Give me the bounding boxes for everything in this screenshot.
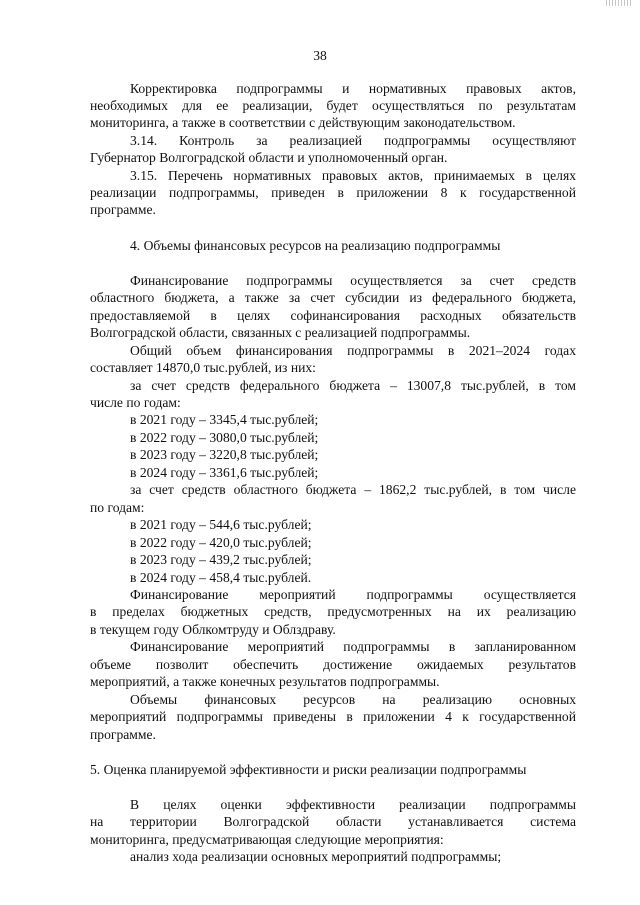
paragraph-line: числе по годам:	[90, 395, 181, 410]
paragraph-line: Финансирование мероприятий подпрограммы осуществляется	[130, 587, 576, 602]
paragraph-line: на территории Волгоградской области устанавливается система	[90, 814, 576, 829]
paragraph-line: программе.	[90, 202, 156, 217]
paragraph-line: мониторинга, а также в соответствии с действующим законодательством.	[90, 115, 516, 130]
list-item: в 2022 году – 420,0 тыс.рублей;	[130, 535, 312, 550]
list-item: в 2024 году – 458,4 тыс.рублей.	[130, 570, 312, 585]
paragraph-line: мероприятий, а также конечных результатов подпрограммы.	[90, 674, 440, 689]
paragraph-line: анализ хода реализации основных мероприятий подпрограммы;	[130, 849, 502, 864]
list-item: в 2024 году – 3361,6 тыс.рублей;	[130, 465, 319, 480]
list-item: в 2023 году – 3220,8 тыс.рублей;	[130, 447, 319, 462]
paragraph-line: необходимых для ее реализации, будет осуществляться по результатам	[90, 98, 576, 113]
paragraph-line: объеме позволит обеспечить достижение ожидаемых результатов	[90, 657, 576, 672]
paragraph-line: Объемы финансовых ресурсов на реализацию основных	[130, 692, 576, 707]
paragraph-line: областного бюджета, а также за счет субсидии из федерального бюджета,	[90, 290, 576, 305]
paragraph-line: за счет средств областного бюджета – 1862,2 тыс.рублей, в том числе	[130, 482, 576, 497]
paragraph-line: реализации подпрограммы, приведен в приложении 8 к государственной	[90, 185, 576, 200]
list-item: в 2023 году – 439,2 тыс.рублей;	[130, 552, 312, 567]
paragraph-line: Волгоградской области, связанных с реализацией подпрограммы.	[90, 325, 471, 340]
paragraph-line: Общий объем финансирования подпрограммы в 2021–2024 годах	[130, 343, 576, 358]
paragraph-line: 3.14. Контроль за реализацией подпрограммы осуществляют	[130, 133, 576, 148]
page-number: 38	[313, 48, 327, 63]
paragraph-line: 3.15. Перечень нормативных правовых актов, принимаемых в целях	[130, 168, 576, 183]
paragraph-line: Финансирование мероприятий подпрограммы в запланированном	[130, 639, 576, 654]
paragraph-line: составляет 14870,0 тыс.рублей, из них:	[90, 360, 316, 375]
paragraph-line: по годам:	[90, 500, 145, 515]
section-heading: 5. Оценка планируемой эффективности и риски реализации подпрограммы	[90, 762, 527, 777]
paragraph-line: Финансирование подпрограммы осуществляется за счет средств	[130, 273, 576, 288]
paragraph-line: предоставляемой в целях софинансирования расходных обязательств	[90, 308, 576, 323]
list-item: в 2022 году – 3080,0 тыс.рублей;	[130, 430, 319, 445]
list-item: в 2021 году – 544,6 тыс.рублей;	[130, 517, 312, 532]
scan-corner-mark	[606, 0, 632, 6]
paragraph-line: мероприятий подпрограммы приведены в приложении 4 к государственной	[90, 709, 576, 724]
paragraph-line: Губернатор Волгоградской области и уполномоченный орган.	[90, 150, 448, 165]
paragraph-line: в пределах бюджетных средств, предусмотренных на их реализацию	[90, 604, 576, 619]
paragraph-line: Корректировка подпрограммы и нормативных правовых актов,	[130, 81, 576, 96]
paragraph-line: в текущем году Облкомтруду и Облздраву.	[90, 622, 336, 637]
list-item: в 2021 году – 3345,4 тыс.рублей;	[130, 412, 319, 427]
section-heading: 4. Объемы финансовых ресурсов на реализацию подпрограммы	[130, 238, 501, 253]
paragraph-line: за счет средств федерального бюджета – 13007,8 тыс.рублей, в том	[130, 378, 576, 393]
paragraph-line: мониторинга, предусматривающая следующие мероприятия:	[90, 832, 444, 847]
paragraph-line: В целях оценки эффективности реализации подпрограммы	[130, 797, 576, 812]
paragraph-line: программе.	[90, 727, 156, 742]
